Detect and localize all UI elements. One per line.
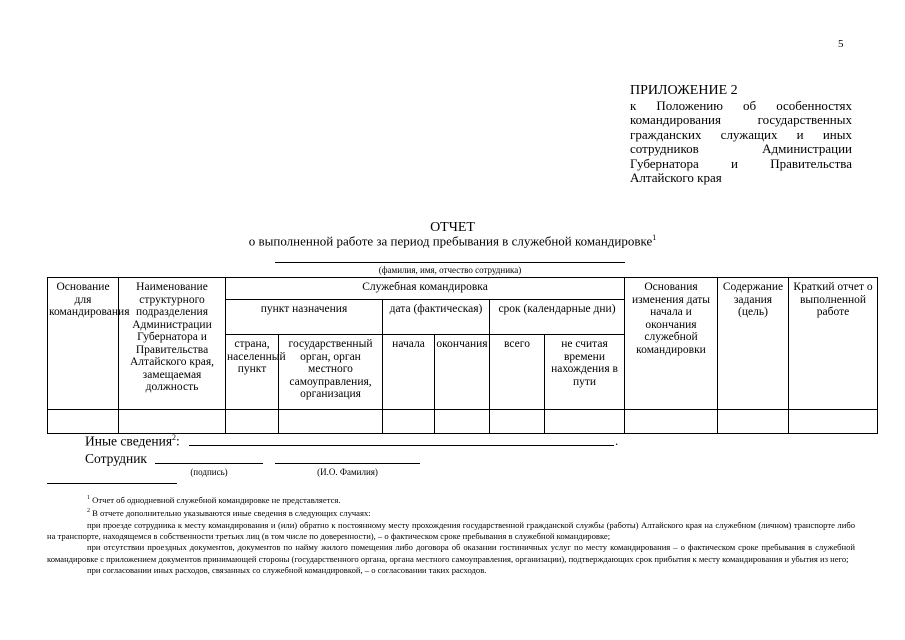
footnote-1	[47, 493, 855, 506]
header-task-content: Содержание задания (цель)	[718, 278, 789, 410]
report-table	[47, 277, 878, 434]
header-change-reasons: Основания изменения даты начала и окончания служебной командировки	[625, 278, 718, 410]
footnote-case-other-expenses: при согласовании иных расходов, связанных со служебной командировкой, – о согласовании таких расходов.	[87, 565, 487, 576]
appendix-block	[630, 84, 852, 186]
header-start-date: начала	[383, 335, 435, 410]
employee-name-caption: (фамилия, имя, отчество сотрудника)	[378, 265, 522, 275]
footnote-2	[47, 506, 855, 519]
table-cell[interactable]	[625, 410, 718, 434]
initials-surname-field[interactable]	[275, 463, 420, 464]
table-row	[48, 410, 878, 434]
report-subtitle	[0, 233, 905, 249]
footnote-ref-1: 1	[652, 233, 657, 242]
appendix-title: ПРИЛОЖЕНИЕ 2	[630, 83, 738, 98]
header-end-date: окончания	[435, 335, 490, 410]
header-date: дата (фактическая)	[383, 300, 490, 335]
other-info-field[interactable]	[189, 445, 614, 446]
signature-caption: (подпись)	[190, 467, 228, 477]
footnote-ref-2: 2	[172, 433, 177, 442]
header-country-locality: страна, населенный пункт	[226, 335, 279, 410]
footnote-2-text: В отчете дополнительно указываются иные сведения в следующих случаях:	[92, 508, 371, 519]
appendix-body: к Положению об особенностях командирования государственных гражданских служащих и иных сотрудников Администрации Губернатора и Правительства Алтайского края	[630, 97, 852, 185]
table-cell[interactable]	[435, 410, 490, 434]
table-cell[interactable]	[48, 410, 119, 434]
table-cell[interactable]	[718, 410, 789, 434]
signature-field[interactable]	[155, 463, 263, 464]
footnote-divider	[47, 483, 177, 484]
footnote-case-own-transport: при проезде сотрудника к месту командирования и (или) обратно к постоянному месту прохождения государственной гражданской службы (работы) Алтайского края на служебном (личном) транспорте либо на транспорте, находящемся в собственности третьих лиц (в том числе по доверенности), – о фактическом сроке пребывания в служебной командировке;	[47, 519, 855, 541]
header-term: срок (календарные дни)	[490, 300, 625, 335]
table-cell[interactable]	[119, 410, 226, 434]
header-days-excluding-travel: не считая времени нахождения в пути	[545, 335, 625, 410]
footnote-2-marker: 2	[87, 508, 90, 515]
header-business-trip: Служебная командировка	[226, 278, 625, 300]
header-basis: Основание для командирования	[48, 278, 119, 410]
page-number: 5	[838, 38, 844, 50]
header-brief-report: Краткий отчет о выполненной работе	[789, 278, 878, 410]
header-unit: Наименование структурного подразделения Администрации Губернатора и Правительства Алтайского края, замещаемая должность	[119, 278, 226, 410]
report-subtitle-text: о выполненной работе за период пребывания в служебной командировке	[248, 233, 653, 249]
other-info-end-dot: .	[615, 433, 619, 448]
footnotes	[47, 493, 855, 577]
table-cell[interactable]	[226, 410, 279, 434]
initials-surname-caption: (И.О. Фамилия)	[317, 467, 378, 477]
table-cell[interactable]	[545, 410, 625, 434]
header-destination: пункт назначения	[226, 300, 383, 335]
employee-name-line	[275, 262, 625, 263]
other-info-label	[85, 433, 180, 450]
table-cell[interactable]	[279, 410, 383, 434]
other-info-label-text: Иные сведения	[85, 433, 173, 449]
table-cell[interactable]	[789, 410, 878, 434]
employee-label: Сотрудник	[85, 451, 147, 466]
table-cell[interactable]	[490, 410, 545, 434]
other-info-colon: :	[176, 433, 180, 449]
header-total-days: всего	[490, 335, 545, 410]
footnote-1-text: Отчет об однодневной служебной командировке не представляется.	[92, 494, 341, 505]
report-title: ОТЧЕТ	[430, 220, 475, 235]
footnote-case-no-documents: при отсутствии проездных документов, документов по найму жилого помещения либо договора об оказании гостиничных услуг по месту командирования – о фактическом сроке пребывания в служебной командировке с приложением документов принимающей стороны (государственного органа, органа местного самоуправления, организации), подтверждающих срок прибытия к месту командирования и убытия из него;	[47, 542, 855, 564]
table-cell[interactable]	[383, 410, 435, 434]
footnote-1-marker: 1	[87, 495, 90, 501]
header-organization: государственный орган, орган местного самоуправления, организация	[279, 335, 383, 410]
